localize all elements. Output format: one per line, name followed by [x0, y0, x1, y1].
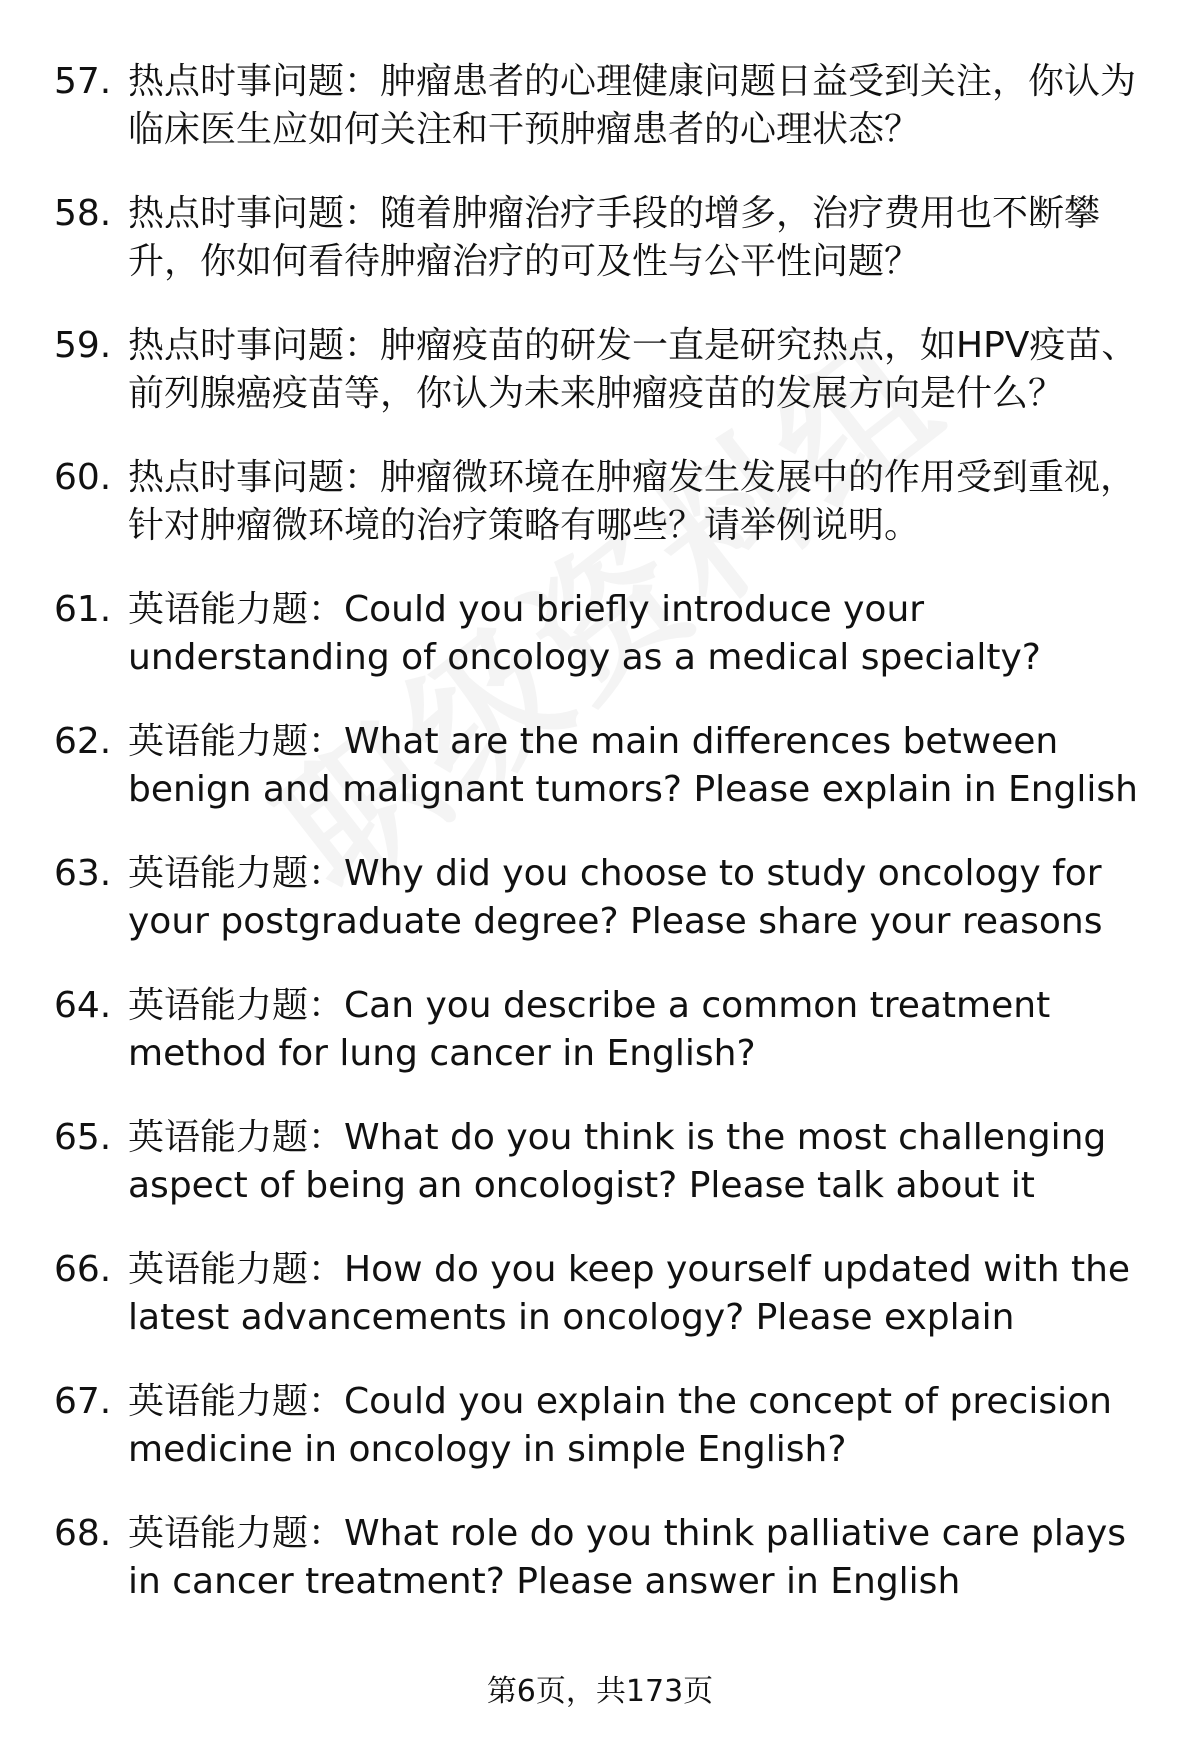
question-text: 热点时事问题：肿瘤患者的心理健康问题日益受到关注，你认为临床医生应如何关注和干预肿瘤患者的心理状态？ — [128, 61, 1137, 150]
question-item — [0, 1510, 1200, 1642]
question-number: 66. — [54, 1249, 112, 1290]
question-number: 67. — [54, 1381, 112, 1422]
question-number: 59. — [54, 325, 112, 366]
question-item — [0, 1378, 1200, 1510]
question-text: 英语能力题：Could you explain the concept of precision medicine in oncology in simple English? — [128, 1381, 1112, 1470]
question-text: 热点时事问题：肿瘤微环境在肿瘤发生发展中的作用受到重视，针对肿瘤微环境的治疗策略有哪些？请举例说明。 — [128, 457, 1137, 546]
question-text: 英语能力题：What role do you think palliative care plays in cancer treatment? Please answer in English — [128, 1513, 1127, 1602]
question-item — [0, 850, 1200, 982]
question-item — [0, 58, 1200, 190]
question-text: 英语能力题：What are the main differences between benign and malignant tumors? Please explain in English — [128, 721, 1138, 810]
question-text: 热点时事问题：随着肿瘤治疗手段的增多，治疗费用也不断攀升，你如何看待肿瘤治疗的可及性与公平性问题？ — [128, 193, 1101, 282]
question-number: 65. — [54, 1117, 112, 1158]
question-item — [0, 1114, 1200, 1246]
question-item — [0, 718, 1200, 850]
question-number: 68. — [54, 1513, 112, 1554]
question-number: 58. — [54, 193, 112, 234]
question-text: 英语能力题：Can you describe a common treatment method for lung cancer in English? — [128, 985, 1051, 1074]
question-text: 热点时事问题：肿瘤疫苗的研发一直是研究热点，如HPV疫苗、前列腺癌疫苗等，你认为未来肿瘤疫苗的发展方向是什么？ — [128, 325, 1138, 414]
question-item — [0, 454, 1200, 586]
question-item — [0, 322, 1200, 454]
question-item — [0, 190, 1200, 322]
question-number: 63. — [54, 853, 112, 894]
question-number: 62. — [54, 721, 112, 762]
question-number: 64. — [54, 985, 112, 1026]
question-number: 57. — [54, 61, 112, 102]
question-item — [0, 586, 1200, 718]
question-text: 英语能力题：Could you briefly introduce your understanding of oncology as a medical specialty? — [128, 589, 1041, 678]
question-number: 61. — [54, 589, 112, 630]
question-number: 60. — [54, 457, 112, 498]
question-list — [0, 58, 1200, 1642]
question-text: 英语能力题：What do you think is the most challenging aspect of being an oncologist? Please talk about it — [128, 1117, 1107, 1206]
question-text: 英语能力题：How do you keep yourself updated with the latest advancements in oncology? Please explain — [128, 1249, 1131, 1338]
question-item — [0, 1246, 1200, 1378]
question-item — [0, 982, 1200, 1114]
page-footer: 第6页，共173页 — [486, 1674, 714, 1709]
question-text: 英语能力题：Why did you choose to study oncology for your postgraduate degree? Please share your reasons — [128, 853, 1103, 942]
